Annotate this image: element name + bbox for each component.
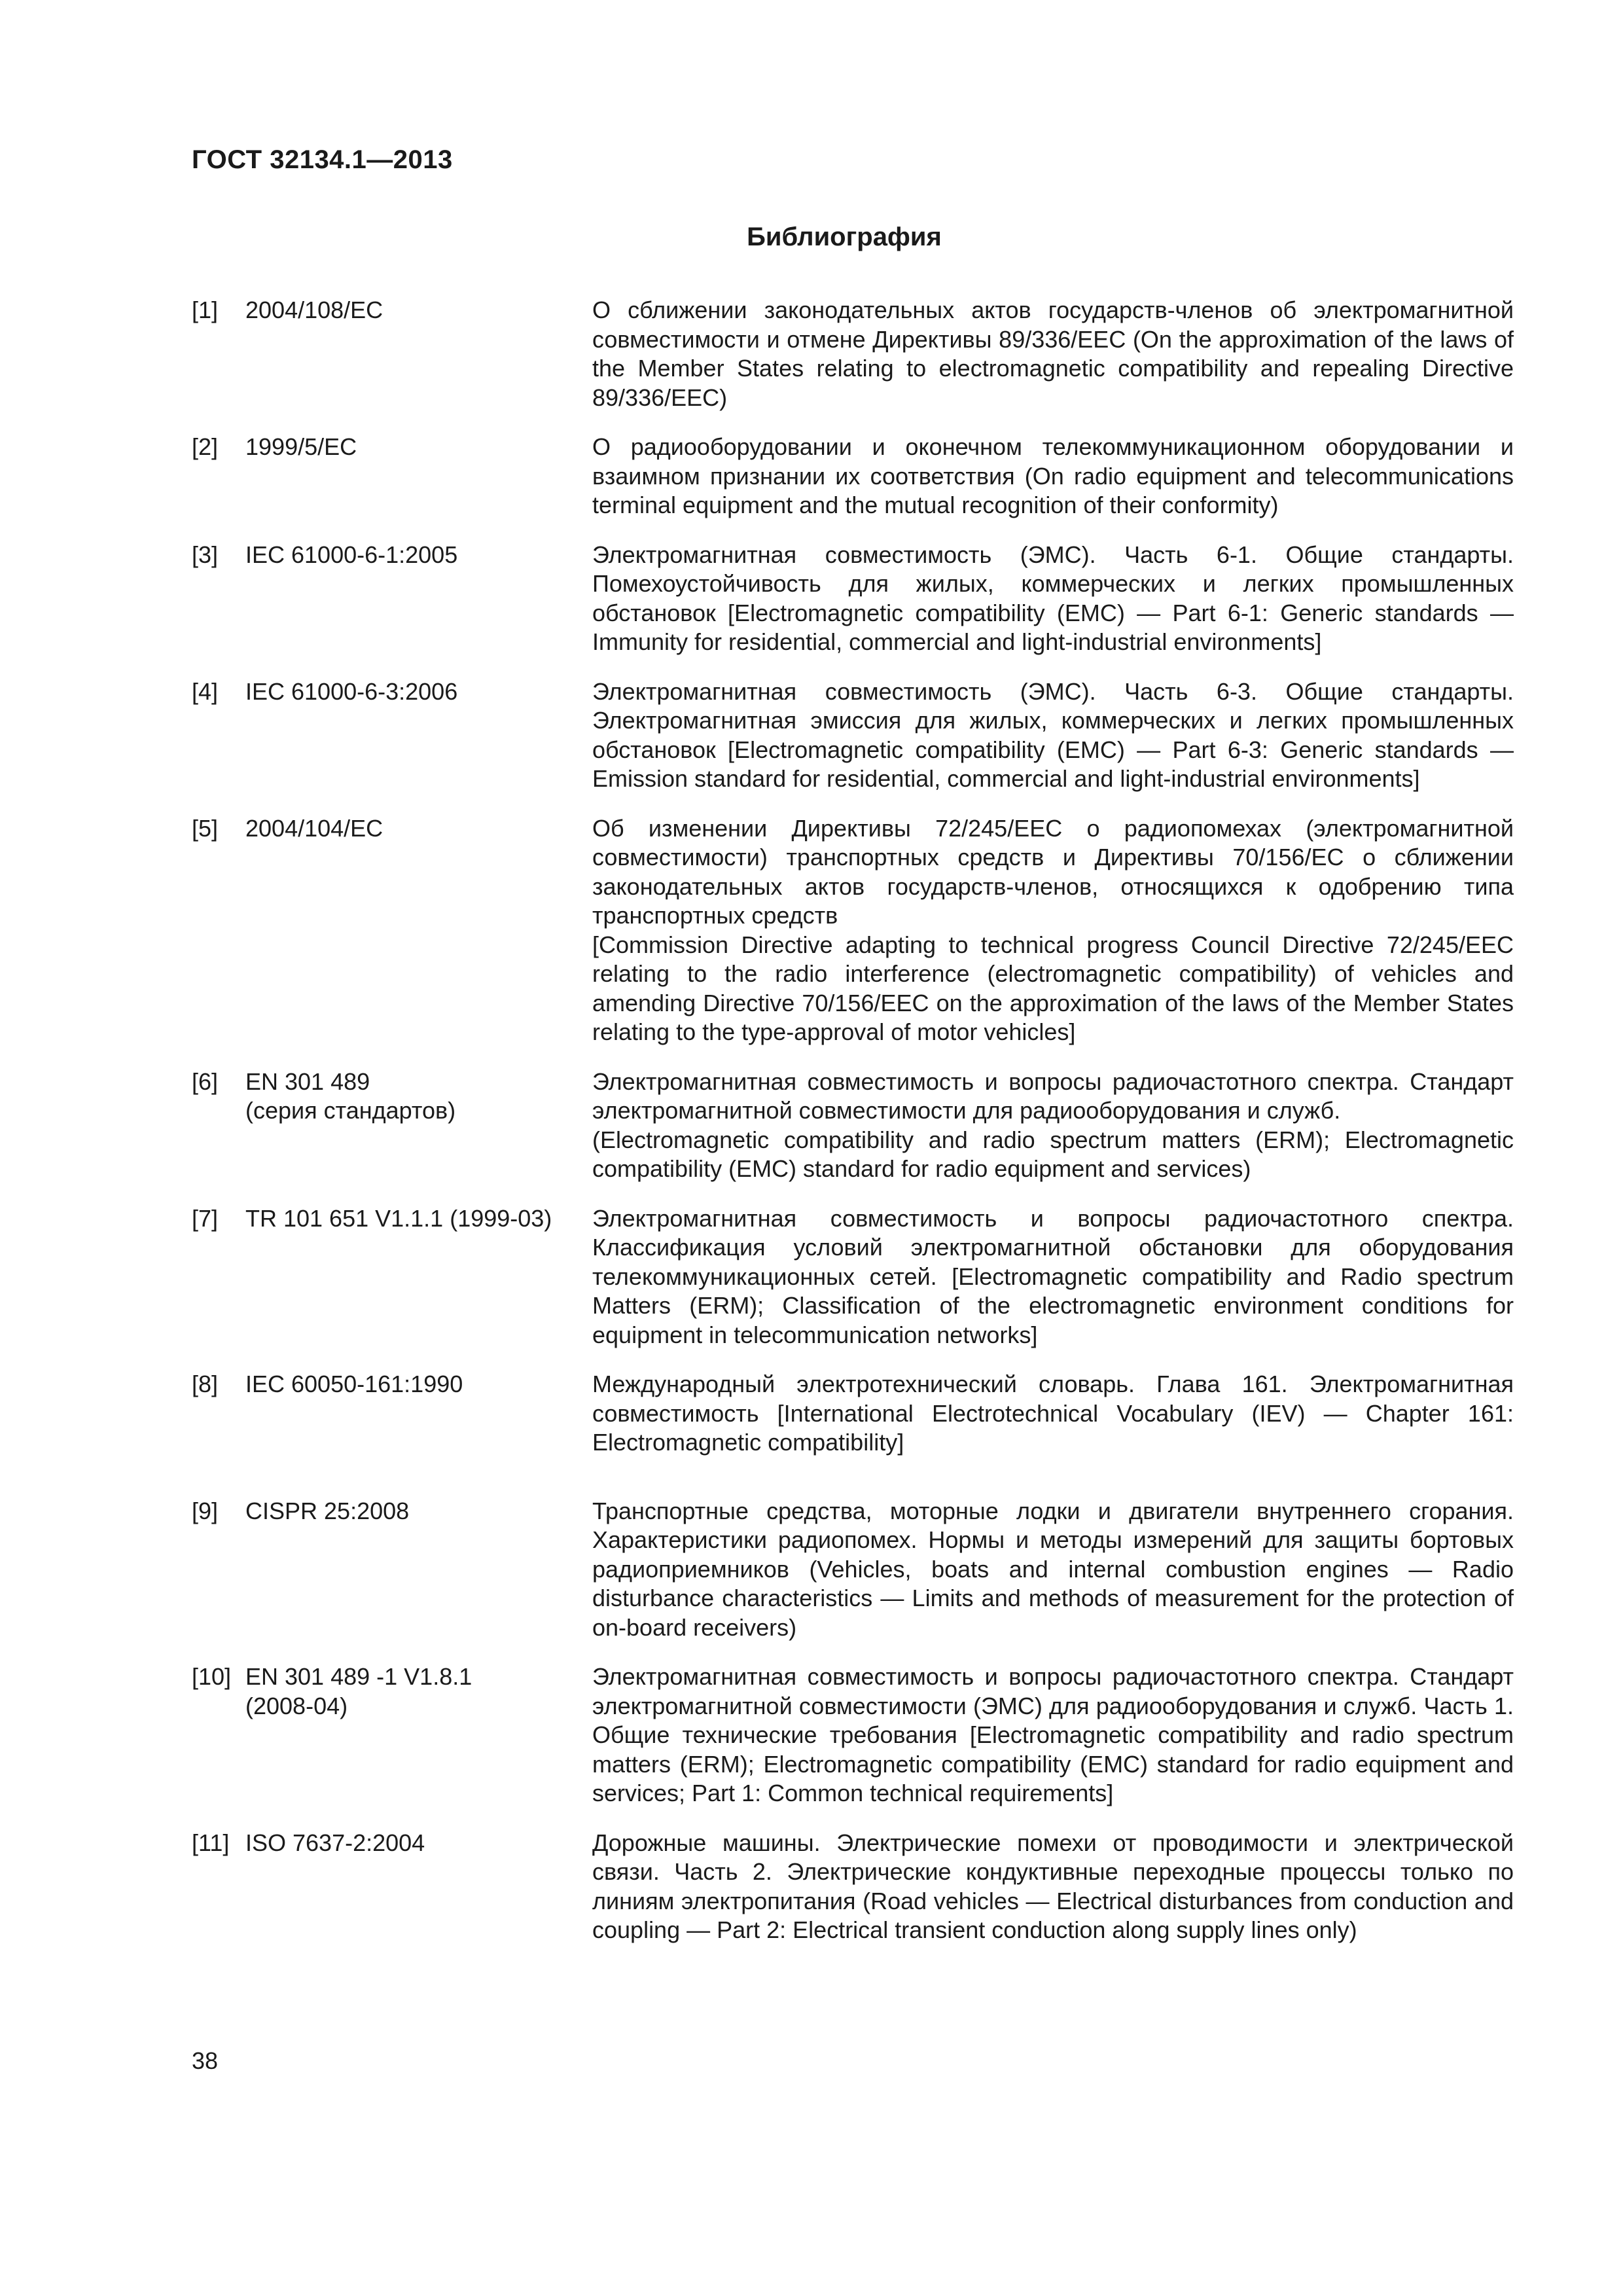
entry-number: [7] [192,1204,219,1232]
entry-code: ISO 7637-2:2004 [245,1829,425,1856]
entry-code: IEC 61000-6-3:2006 [245,677,458,705]
entry-number: [1] [192,296,219,323]
entry-number: [10] [192,1663,232,1690]
entry-description: О сближении законодательных актов государств-членов об электромагнитной совместимости и отмене Директивы 89/336/EEC (On the approximation of the laws of the Member States relating to electromagnetic compatibility and repealing Directive 89/336/EEC) [592,296,1514,411]
entry-code [245,1067,592,1184]
bibliography-entry [192,1067,1514,1184]
entry-description: Электромагнитная совместимость (ЭМС). Часть 6-1. Общие стандарты. Помехоустойчивость для жилых, коммерческих и легких промышленных обстановок [Electromagnetic compatibility (EMC) — Part 6-1: Generic standards — Immunity for residential, commercial and light-industrial environments] [592,541,1514,655]
entry-code: 2004/104/EC [245,814,383,842]
entry-code: 1999/5/EC [245,433,357,460]
entry-code-line1: EN 301 489 -1 V1.8.1 [245,1663,473,1690]
entry-description-russian: Об изменении Директивы 72/245/EEC о радиопомехах (электромагнитной совместимости) транспортных средств и Директивы 70/156/EC о сближении законодательных актов государств-членов, относящихся к одобрению типа транспортных средств [592,814,1514,929]
bibliography-entry [192,1829,1514,1945]
entry-code: CISPR 25:2008 [245,1497,410,1524]
entry-number: [8] [192,1371,219,1397]
entry-description: О радиооборудовании и оконечном телекоммуникационном оборудовании и взаимном признании их соответствия (On radio equipment and telecommunications terminal equipment and the mutual recognition of their conformity) [592,433,1514,518]
entry-description [592,1067,1514,1184]
entry-number: [4] [192,677,219,705]
bibliography-list [192,296,1514,1945]
bibliography-entry [192,296,1514,412]
entry-code: 2004/108/EC [245,296,383,323]
entry-number: [11] [192,1829,230,1856]
bibliography-entry [192,541,1514,657]
entry-description-english: (Electromagnetic compatibility and radio spectrum matters (ERM); Electromagnetic compatibility (EMC) standard for radio equipment and services) [592,1126,1514,1182]
entry-number: [5] [192,814,219,842]
entry-description-english: [Commission Directive adapting to technical progress Council Directive 72/245/EEC relating to the radio interference (electromagnetic compatibility) of vehicles and amending Directive 70/156/EEC on the approximation of the laws of the Member States relating to the type-approval of motor vehicles] [592,931,1514,1045]
entry-description: Электромагнитная совместимость и вопросы радиочастотного спектра. Классификация условий электромагнитной обстановки для оборудования телекоммуникационных сетей. [Electromagnetic compatibility and Radio spectrum Matters (ERM); Classification of the electromagnetic environment conditions for equipment in telecommunication networks] [592,1204,1514,1348]
entry-code-line2: (серия стандартов) [245,1097,456,1124]
bibliography-entry [192,677,1514,794]
bibliography-entry [192,433,1514,520]
entry-description: Дорожные машины. Электрические помехи от проводимости и электрической связи. Часть 2. Электрические кондуктивные переходные процессы только по линиям электропитания (Road vehicles — Electrical disturbances from conduction and coupling — Part 2: Electrical transient conduction along supply lines only) [592,1829,1514,1943]
entry-code-line2: (2008-04) [245,1692,348,1719]
bibliography-entry [192,1204,1514,1350]
entry-description [592,814,1514,1047]
bibliography-entry [192,814,1514,1047]
entry-description: Международный электротехнический словарь. Глава 161. Электромагнитная совместимость [International Electrotechnical Vocabulary (IEV) — Chapter 161: Electromagnetic compatibility] [592,1371,1514,1456]
entry-code-line1: EN 301 489 [245,1067,370,1095]
entry-code: IEC 61000-6-1:2005 [245,541,458,568]
bibliography-entry [192,1370,1514,1458]
entry-number: [2] [192,433,219,460]
page-number: 38 [192,2047,219,2074]
entry-number: [3] [192,541,219,568]
entry-description: Электромагнитная совместимость (ЭМС). Часть 6-3. Общие стандарты. Электромагнитная эмиссия для жилых, коммерческих и легких промышленных обстановок [Electromagnetic compatibility (EMC) — Part 6-3: Generic standards — Emission standard for residential, commercial and light-industrial environments] [592,677,1514,792]
entry-description: Транспортные средства, моторные лодки и двигатели внутреннего сгорания. Характеристики радиопомех. Нормы и методы измерений для защиты бортовых радиоприемников (Vehicles, boats and internal combustion engines — Radio disturbance characteristics — Limits and methods of measurement for the protection of on-board receivers) [592,1497,1514,1641]
bibliography-entry [192,1497,1514,1643]
document-header: ГОСТ 32134.1—2013 [192,145,453,174]
entry-code: TR 101 651 V1.1.1 (1999-03) [245,1204,552,1232]
entry-code: IEC 60050-161:1990 [245,1371,463,1397]
entry-number: [6] [192,1067,219,1095]
section-title: Библиография [747,223,942,251]
entry-code [245,1662,592,1808]
entry-number: [9] [192,1497,219,1524]
entry-description: Электромагнитная совместимость и вопросы радиочастотного спектра. Стандарт электромагнитной совместимости (ЭМС) для радиооборудования и служб. Часть 1. Общие технические требования [Electromagnetic compatibility and radio spectrum matters (ERM); Electromagnetic compatibility (EMC) standard for radio equipment and services; Part 1: Common technical requirements] [592,1663,1514,1806]
entry-description-russian: Электромагнитная совместимость и вопросы радиочастотного спектра. Стандарт электромагнитной совместимости для радиооборудования и служб. [592,1067,1514,1124]
bibliography-entry [192,1662,1514,1808]
